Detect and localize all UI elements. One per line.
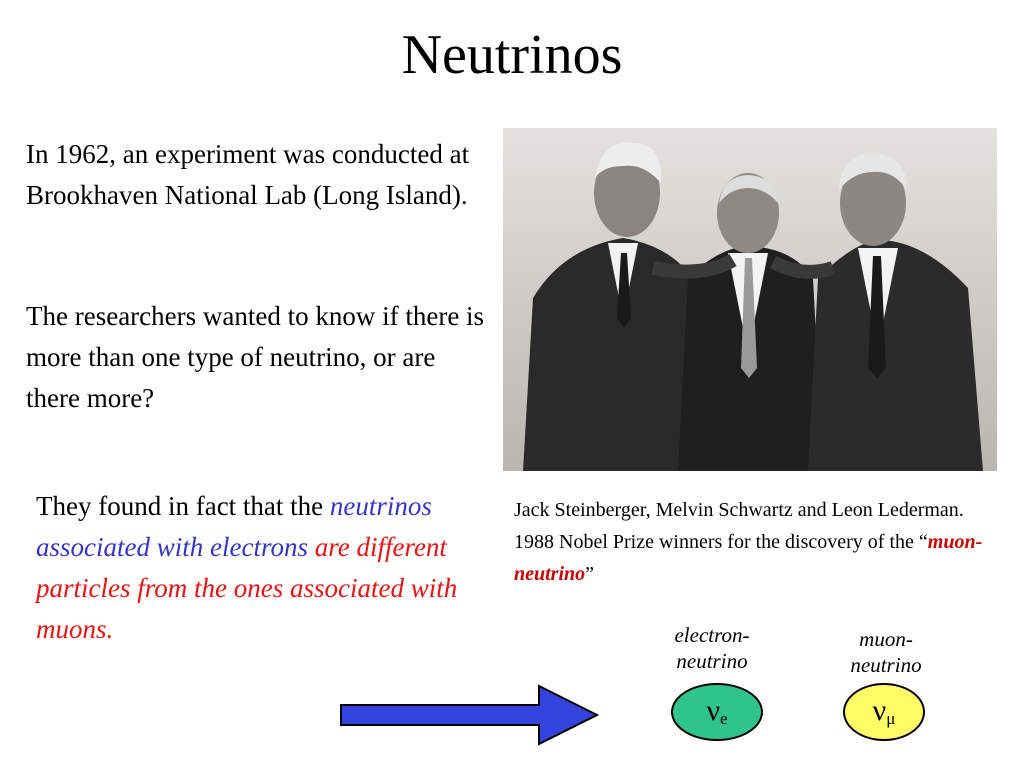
electron-neutrino-label: electron-neutrino bbox=[674, 623, 750, 673]
photo-illustration bbox=[503, 128, 997, 471]
nobel-winners-photo bbox=[503, 128, 997, 471]
finding-red-text: are different particles from the ones associated with muons. bbox=[36, 532, 458, 644]
electron-neutrino-symbol bbox=[671, 683, 763, 741]
caption-close-quote: ” bbox=[585, 563, 595, 585]
finding-paragraph bbox=[36, 486, 476, 650]
nu-symbol: ν bbox=[872, 694, 887, 727]
finding-plain-text: They found in fact that the bbox=[36, 491, 330, 521]
blue-arrow-icon bbox=[339, 683, 601, 747]
photo-caption bbox=[514, 494, 994, 590]
slide-title: Neutrinos bbox=[401, 24, 623, 86]
muon-subscript: μ bbox=[886, 709, 896, 728]
muon-neutrino-symbol bbox=[843, 683, 925, 741]
finding-blue-text: neutrinos associated with electrons bbox=[36, 491, 432, 562]
electron-subscript: e bbox=[720, 709, 728, 728]
intro-paragraph: In 1962, an experiment was conducted at Brookhaven National Lab (Long Island). bbox=[26, 139, 470, 210]
nu-symbol: ν bbox=[706, 694, 721, 727]
question-paragraph: The researchers wanted to know if there is more than one type of neutrino, or are there more? bbox=[26, 301, 485, 413]
caption-text: Jack Steinberger, Melvin Schwartz and Leon Lederman. 1988 Nobel Prize winners for the discovery of the “ bbox=[514, 499, 964, 553]
muon-neutrino-label: muon-neutrino bbox=[850, 627, 922, 677]
caption-highlight: muon-neutrino bbox=[514, 531, 983, 585]
